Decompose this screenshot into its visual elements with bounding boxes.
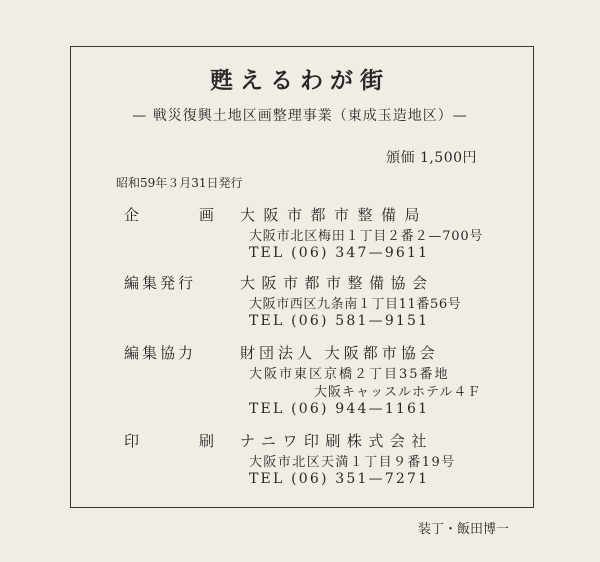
org-tel-editorial-cooperation: TEL (06) 944—1161	[249, 401, 430, 417]
org-name-editing-publishing: 大阪市都市整備協会	[240, 274, 434, 292]
org-tel-planning: TEL (06) 347—9611	[249, 245, 430, 261]
role-label-planning	[124, 204, 214, 225]
org-address-printing: 大阪市北区天満１丁目９番19号	[249, 455, 456, 470]
org-address-editing-publishing: 大阪市西区九条南１丁目11番56号	[249, 297, 462, 312]
role-char: 企	[124, 206, 140, 224]
org-address-building: 大阪キャッスルホテル４Ｆ	[314, 385, 482, 400]
org-address-editorial-cooperation: 大阪市東区京橋２丁目35番地	[249, 367, 450, 382]
price: 頒価 1,500円	[386, 150, 478, 166]
design-credit: 装丁・飯田博一	[418, 522, 510, 537]
org-tel-editing-publishing: TEL (06) 581—9151	[249, 313, 430, 329]
org-name-planning: 大阪市都市整備局	[240, 206, 429, 224]
role-char: 印	[124, 432, 140, 450]
role-label-editorial-cooperation: 編集協力	[124, 344, 197, 362]
publication-date: 昭和59年３月31日発行	[116, 176, 243, 190]
role-char: 刷	[198, 432, 214, 450]
role-label-printing	[124, 430, 214, 451]
org-name-printing: ナニワ印刷株式会社	[240, 432, 433, 450]
role-char: 画	[198, 206, 214, 224]
org-tel-printing: TEL (06) 351—7271	[249, 471, 430, 487]
org-address-planning: 大阪市北区梅田１丁目２番２—700号	[249, 229, 484, 244]
role-label-editing-publishing: 編集発行	[124, 274, 197, 292]
book-subtitle: — 戦災復興土地区画整理事業（東成玉造地区）—	[132, 108, 468, 124]
book-title: 甦えるわが街	[210, 67, 390, 94]
org-name-editorial-cooperation: 財団法人 大阪都市協会	[240, 344, 439, 362]
